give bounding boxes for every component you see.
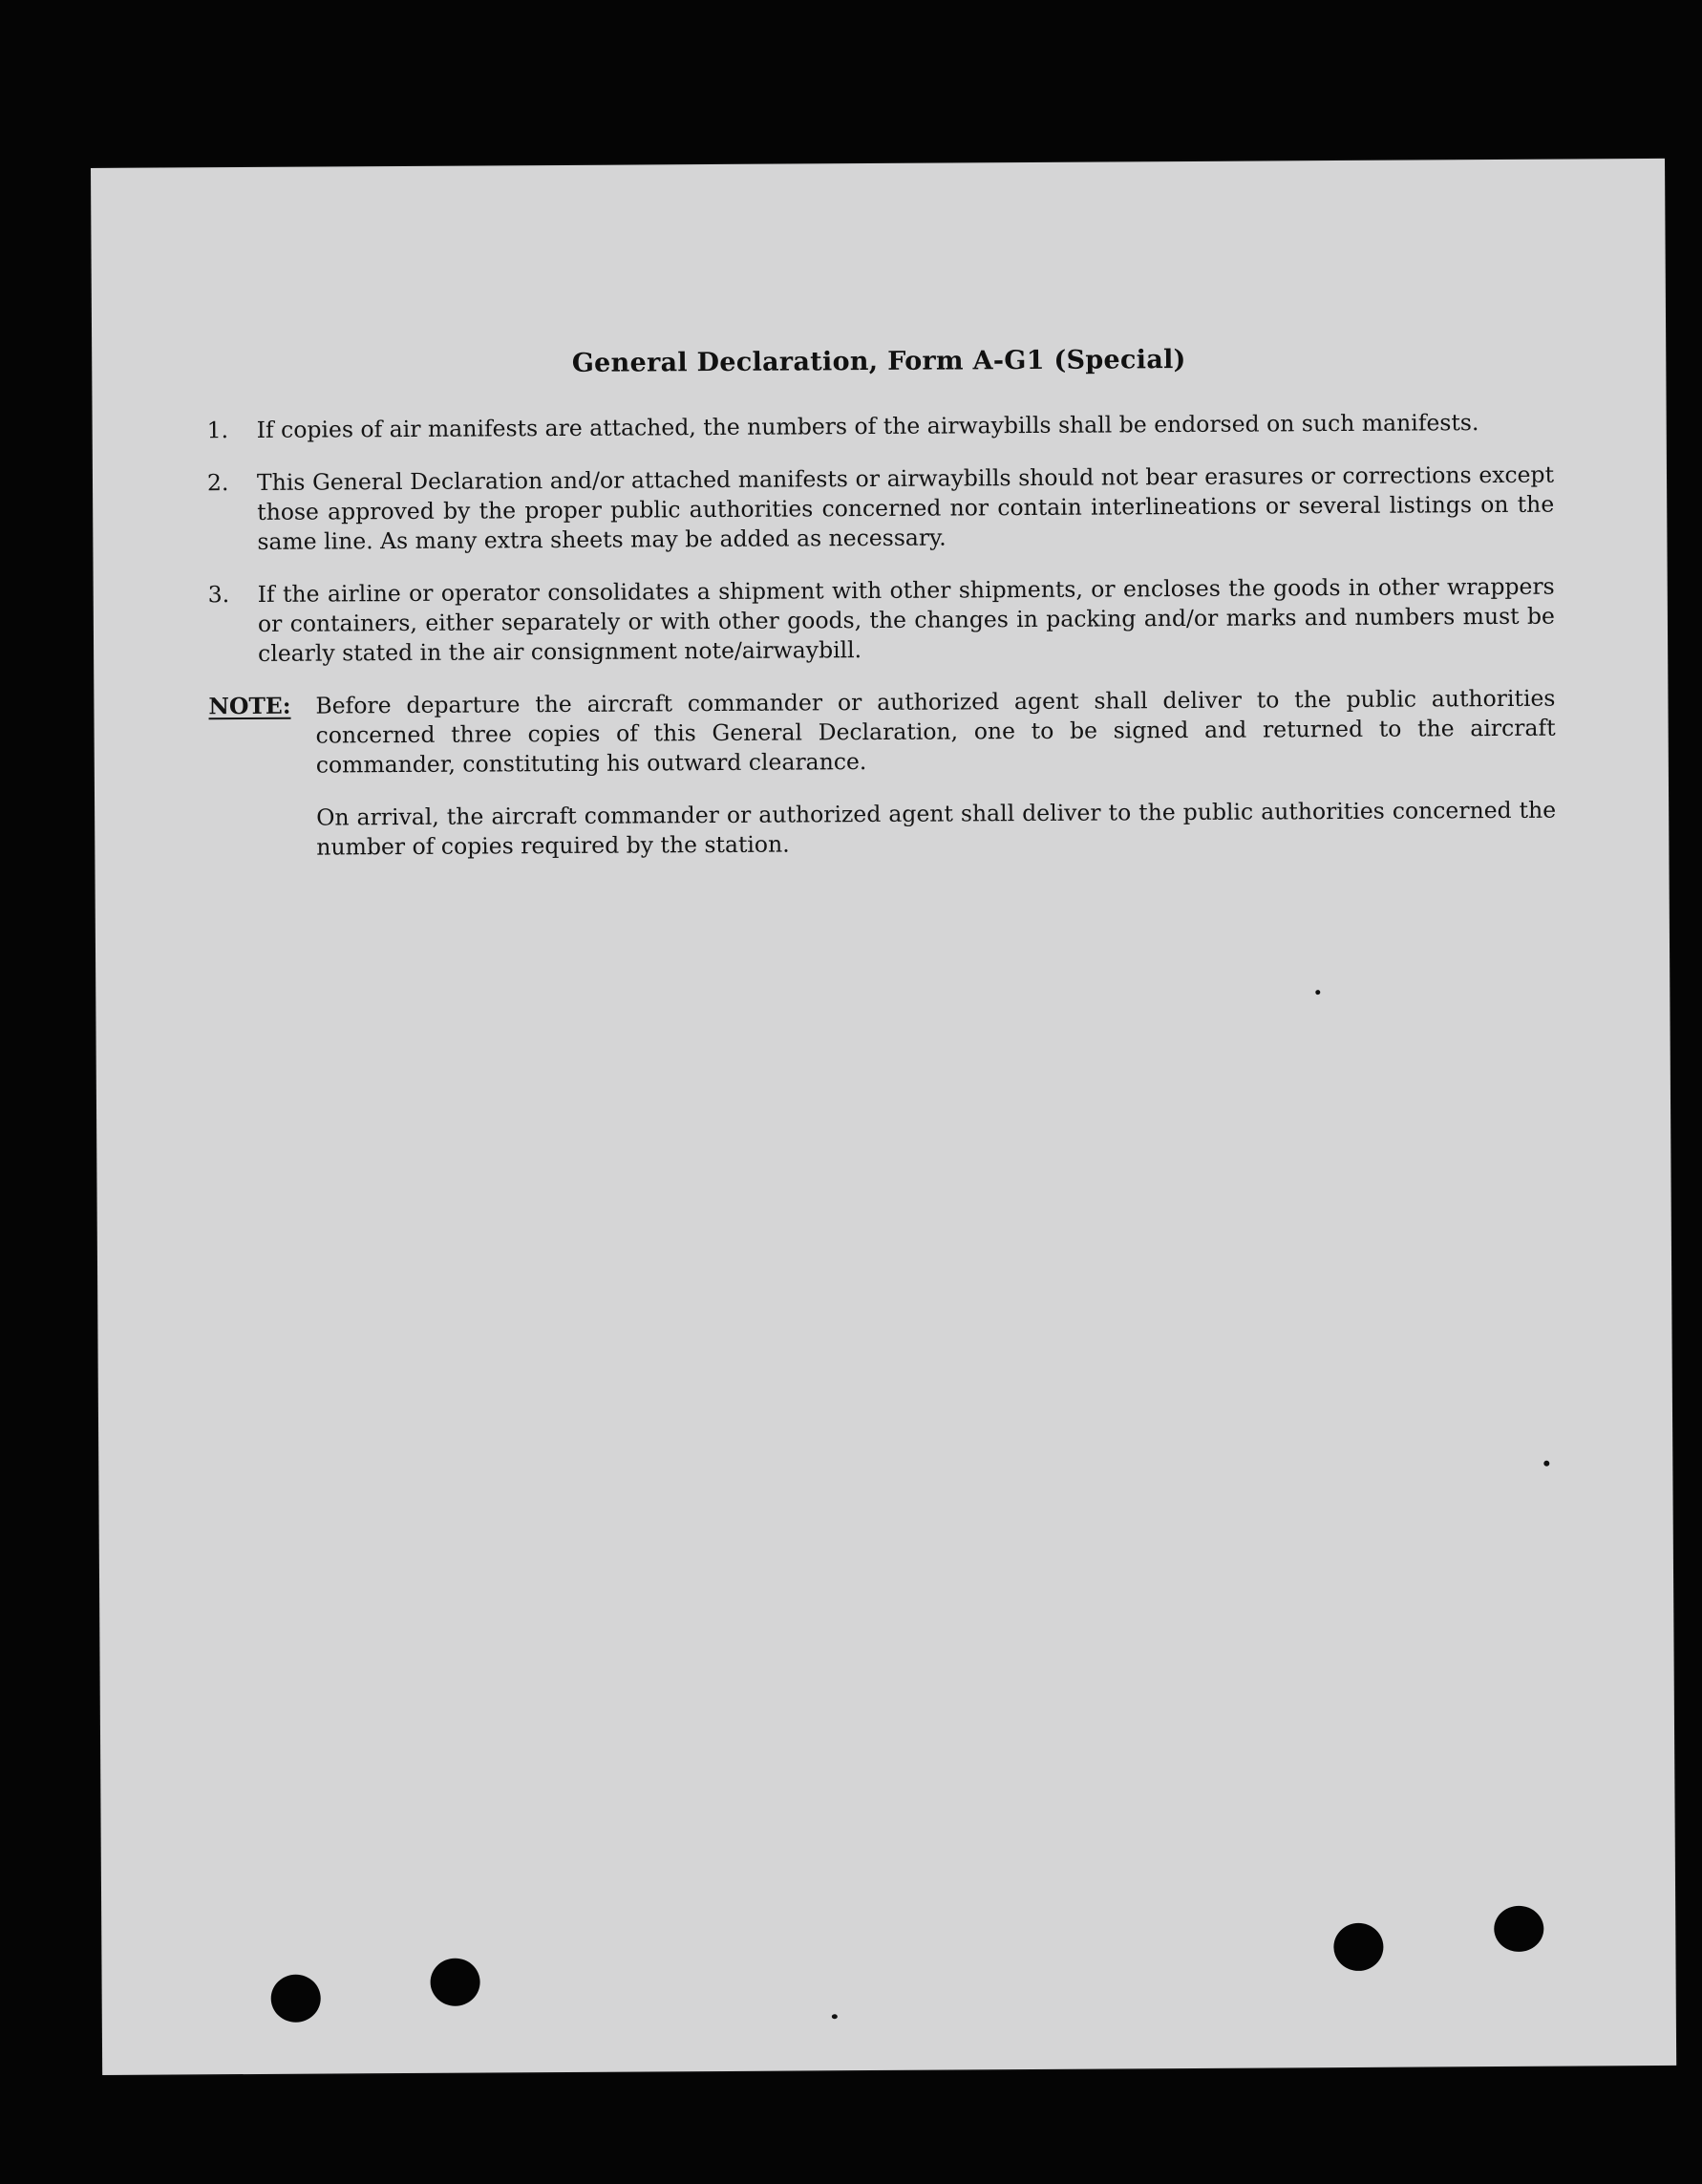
document-body: [207, 408, 1557, 887]
list-item: [207, 460, 1555, 558]
punch-hole: [1333, 1923, 1383, 1971]
speck-mark: [1543, 1461, 1549, 1467]
punch-hole: [1494, 1906, 1543, 1952]
item-text: If copies of air manifests are attached, the numbers of the airwaybills shall be endorsed on such manifests.: [256, 409, 1479, 443]
item-text: This General Declaration and/or attached manifests or airwaybills should not bear erasures or corrections except those approved by the proper public authorities concerned nor contain interlineations or several listings on the same line. As many extra sheets may be added as necessary.: [256, 460, 1555, 555]
document-page: [91, 159, 1676, 2075]
note-paragraph: Before departure the aircraft commander or authorized agent shall deliver to the public authorities concerned three copies of this General Declaration, one to be signed and returned to the aircraft commander, constituting his outward clearance.: [315, 684, 1556, 779]
speck-mark: [832, 2014, 838, 2019]
list-item: [208, 572, 1556, 670]
list-item: [207, 408, 1554, 446]
punch-hole: [271, 1975, 321, 2023]
item-number: 2.: [206, 469, 229, 497]
item-number: 3.: [207, 581, 230, 609]
document-title: General Declaration, Form A-G1 (Special): [571, 344, 1186, 378]
item-text: If the airline or operator consolidates a shipment with other shipments, or encloses the goods in other wrappers or containers, either separately or with other goods, the changes in packing and/or marks and numbers must be clearly stated in the air consignment note/airwaybill.: [257, 572, 1555, 667]
note-body: [315, 684, 1556, 886]
speck-mark: [1315, 990, 1320, 995]
punch-hole: [430, 1959, 479, 2006]
note-paragraph: On arrival, the aircraft commander or authorized agent shall deliver to the public authorities concerned the number of copies required by the station.: [316, 796, 1557, 861]
note-section: [208, 684, 1556, 887]
note-label: NOTE:: [208, 692, 291, 720]
item-number: 1.: [206, 417, 229, 444]
